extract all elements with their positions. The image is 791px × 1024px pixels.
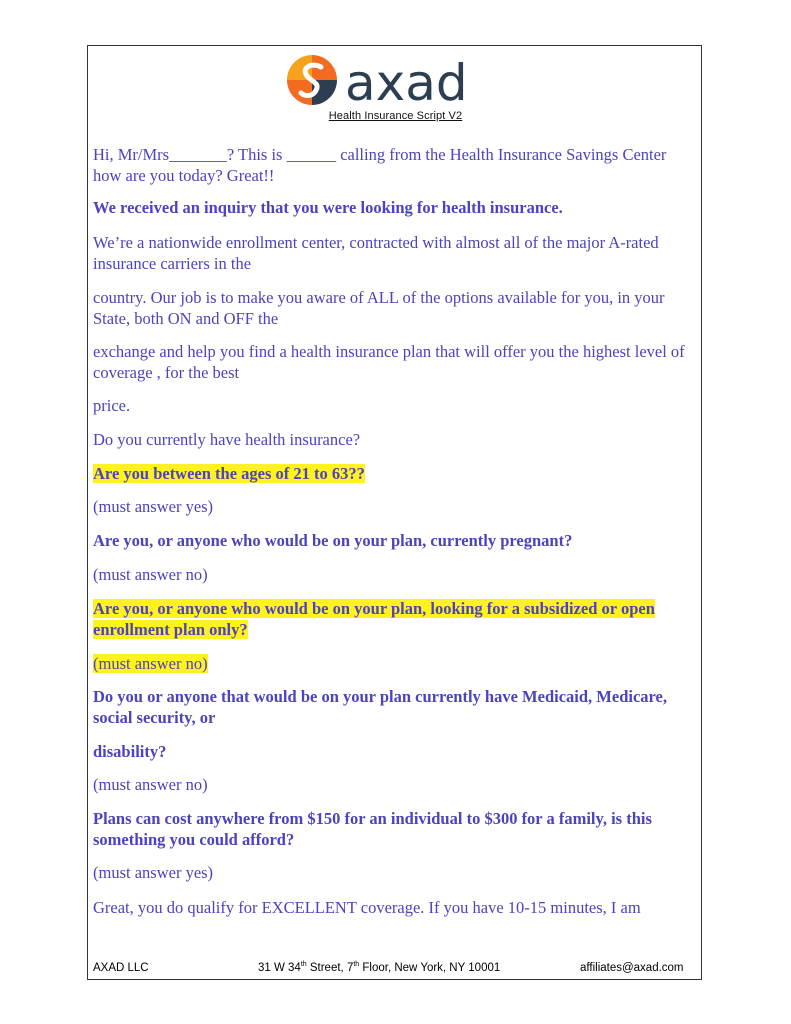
highlight: (must answer no)	[93, 654, 208, 673]
paragraph-qualify: Great, you do qualify for EXCELLENT coverage. If you have 10-15 minutes, I am	[93, 898, 641, 917]
logo-text: axad	[345, 54, 468, 112]
document-title: Health Insurance Script V2	[328, 110, 463, 122]
paragraph-greeting: Hi, Mr/Mrs_______? This is ______ calling from the Health Insurance Savings Center how are you today? Great!!	[93, 145, 667, 185]
question-subsidized	[93, 598, 693, 640]
question-age	[93, 463, 693, 484]
highlight: Are you between the ages of 21 to 63??	[93, 464, 365, 483]
question-medicaid: Do you or anyone that would be on your plan currently have Medicaid, Medicare, social security, or	[93, 687, 668, 727]
paragraph-options: country. Our job is to make you aware of ALL of the options available for you, in your State, both ON and OFF the	[93, 288, 665, 328]
footer-company: AXAD LLC	[93, 962, 149, 974]
answer-must-no	[93, 653, 693, 674]
question-current-insurance: Do you currently have health insurance?	[93, 430, 361, 449]
answer-must-yes: (must answer yes)	[93, 863, 214, 882]
question-pregnant: Are you, or anyone who would be on your plan, currently pregnant?	[93, 531, 573, 550]
paragraph-enrollment-center: We’re a nationwide enrollment center, contracted with almost all of the major A-rated insurance carriers in the	[93, 233, 659, 273]
answer-must-no: (must answer no)	[93, 565, 208, 584]
highlight: Are you, or anyone who would be on your plan, looking for a subsidized or open enrollment plan only?	[93, 599, 655, 639]
footer-email: affiliates@axad.com	[580, 962, 684, 974]
paragraph-price: price.	[93, 396, 131, 415]
footer-address: 31 W 34th Street, 7th Floor, New York, NY 10001	[258, 961, 501, 974]
question-afford: Plans can cost anywhere from $150 for an individual to $300 for a family, is this something you could afford?	[93, 809, 652, 849]
answer-must-yes: (must answer yes)	[93, 497, 214, 516]
answer-must-no: (must answer no)	[93, 775, 208, 794]
paragraph-coverage: exchange and help you find a health insurance plan that will offer you the highest level of coverage , for the best	[93, 342, 685, 382]
axad-logo	[283, 50, 508, 112]
paragraph-inquiry: We received an inquiry that you were looking for health insurance.	[93, 198, 563, 217]
question-medicaid-cont: disability?	[93, 742, 167, 761]
